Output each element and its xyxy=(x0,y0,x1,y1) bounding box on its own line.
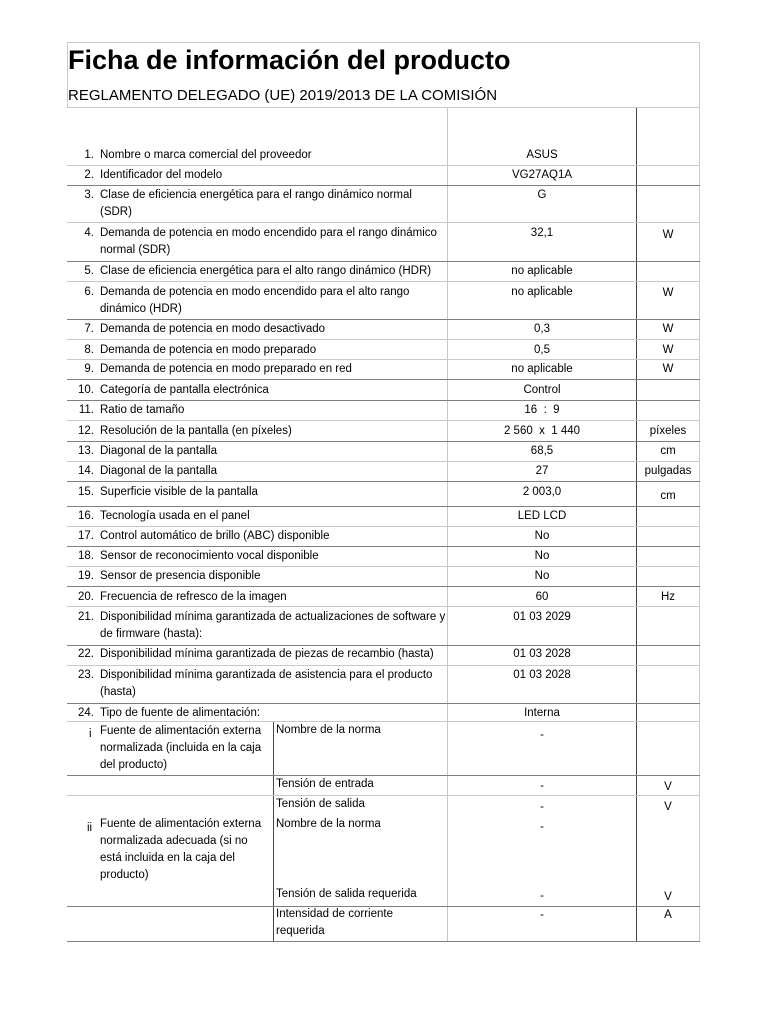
row-unit: W xyxy=(662,344,674,356)
row-label: Demanda de potencia en modo preparado en red xyxy=(100,363,352,375)
row-value: no aplicable xyxy=(511,286,573,298)
row-number: 20. xyxy=(78,591,94,603)
row-value: ASUS xyxy=(526,149,558,161)
row-label: Demanda de potencia en modo desactivado xyxy=(100,323,326,335)
supply-i-output-voltage-unit: V xyxy=(664,801,672,813)
sub-label-column-divider xyxy=(273,722,274,942)
supply-i-marker: i xyxy=(89,728,92,740)
row-divider xyxy=(67,795,700,796)
row-value: no aplicable xyxy=(511,363,573,375)
row-value: 60 xyxy=(535,591,549,603)
row-divider xyxy=(67,566,700,567)
row-value: No xyxy=(534,530,550,542)
row-number: 12. xyxy=(78,425,94,437)
row-number: 3. xyxy=(84,189,94,201)
row-number: 24. xyxy=(78,707,94,719)
row-value: 01 03 2028 xyxy=(513,648,571,660)
row-divider xyxy=(67,546,700,547)
row-value: 0,3 xyxy=(534,323,550,335)
row-divider xyxy=(67,645,700,646)
row-label: Diagonal de la pantalla xyxy=(100,465,218,477)
row-number: 11. xyxy=(78,404,94,416)
row-label: Control automático de brillo (ABC) disponible xyxy=(100,530,330,542)
row-divider xyxy=(67,281,700,282)
row-value: 01 03 2029 xyxy=(513,611,571,623)
row-value: No xyxy=(534,550,550,562)
supply-ii-description: Fuente de alimentación externa normalizada adecuada (si no está incluida en la caja del producto) xyxy=(100,818,262,881)
row-value: 0,5 xyxy=(534,344,550,356)
row-number: 5. xyxy=(84,265,94,277)
row-number: 21. xyxy=(78,611,94,623)
row-number: 13. xyxy=(78,445,94,457)
row-value: 2 003,0 xyxy=(522,486,562,498)
row-number: 15. xyxy=(78,486,94,498)
row-divider xyxy=(67,261,700,262)
row-label: Sensor de presencia disponible xyxy=(100,570,261,582)
row-label: Tecnología usada en el panel xyxy=(100,510,250,522)
row-divider xyxy=(67,359,700,360)
row-label: Diagonal de la pantalla xyxy=(100,445,218,457)
row-value: VG27AQ1A xyxy=(511,169,573,181)
row-number: 16. xyxy=(78,510,94,522)
supply-ii-required-current-value: - xyxy=(540,909,544,921)
row-label: Frecuencia de refresco de la imagen xyxy=(100,591,287,603)
row-divider xyxy=(67,586,700,587)
supply-i-standard-value: - xyxy=(540,729,544,741)
row-unit: pulgadas xyxy=(644,465,692,477)
row-number: 8. xyxy=(84,344,94,356)
row-number: 1. xyxy=(84,149,94,161)
row-divider xyxy=(67,441,700,442)
row-label: Nombre o marca comercial del proveedor xyxy=(100,149,312,161)
row-divider xyxy=(67,339,700,340)
row-divider xyxy=(67,481,700,482)
supply-i-output-voltage-label: Tensión de salida xyxy=(276,798,365,810)
row-label: Disponibilidad mínima garantizada de asistencia para el producto (hasta) xyxy=(100,669,433,698)
row-label: Disponibilidad mínima garantizada de actualizaciones de software y de firmware (hasta): xyxy=(100,611,446,640)
row-value: no aplicable xyxy=(511,265,573,277)
row-unit: W xyxy=(662,323,674,335)
row-number: 2. xyxy=(84,169,94,181)
supply-i-input-voltage-value: - xyxy=(540,780,544,792)
row-value: G xyxy=(537,189,547,201)
row-value: 01 03 2028 xyxy=(513,669,571,681)
row-number: 23. xyxy=(78,669,94,681)
page-title: Ficha de información del producto xyxy=(68,45,511,75)
row-value: Interna xyxy=(524,707,560,719)
row-label: Identificador del modelo xyxy=(100,169,223,181)
row-divider xyxy=(67,775,700,776)
supply-ii-marker: ii xyxy=(87,822,93,834)
row-unit: Hz xyxy=(660,591,676,603)
row-value: LED LCD xyxy=(517,510,567,522)
row-unit: cm xyxy=(660,490,676,502)
row-divider xyxy=(67,185,700,186)
row-label: Tipo de fuente de alimentación: xyxy=(100,707,261,719)
row-label: Resolución de la pantalla (en píxeles) xyxy=(100,425,292,437)
row-label: Demanda de potencia en modo encendido para el rango dinámico normal (SDR) xyxy=(100,227,437,256)
row-label: Clase de eficiencia energética para el alto rango dinámico (HDR) xyxy=(100,265,432,277)
row-unit: píxeles xyxy=(649,425,687,437)
row-value: 2 560 x 1 440 xyxy=(503,425,581,437)
row-number: 10. xyxy=(78,384,94,396)
row-unit: cm xyxy=(660,445,676,457)
row-label: Categoría de pantalla electrónica xyxy=(100,384,269,396)
table-bottom-border xyxy=(67,941,700,942)
supply-i-output-voltage-value: - xyxy=(540,801,544,813)
row-divider xyxy=(67,400,700,401)
row-label: Clase de eficiencia energética para el rango dinámico normal (SDR) xyxy=(100,189,412,218)
supply-i-input-voltage-unit: V xyxy=(664,781,672,793)
row-divider xyxy=(67,319,700,320)
supply-i-description: Fuente de alimentación externa normalizada (incluida en la caja del producto) xyxy=(100,725,262,771)
row-number: 17. xyxy=(78,530,94,542)
supply-ii-required-voltage-value: - xyxy=(540,890,544,902)
row-unit: W xyxy=(662,229,674,241)
row-number: 19. xyxy=(78,570,94,582)
row-number: 14. xyxy=(78,465,94,477)
row-unit: W xyxy=(662,287,674,299)
row-value: 16 : 9 xyxy=(524,404,560,416)
table-right-border xyxy=(699,42,700,942)
supply-ii-required-voltage-label: Tensión de salida requerida xyxy=(276,888,417,900)
row-label: Sensor de reconocimiento vocal disponible xyxy=(100,550,319,562)
supply-ii-required-voltage-unit: V xyxy=(664,891,672,903)
row-value: No xyxy=(534,570,550,582)
row-divider xyxy=(67,461,700,462)
row-number: 4. xyxy=(84,227,94,239)
row-divider xyxy=(67,665,700,666)
row-divider xyxy=(67,222,700,223)
row-divider xyxy=(67,721,700,722)
header-bottom-border xyxy=(67,107,700,108)
supply-ii-standard-label: Nombre de la norma xyxy=(276,818,381,830)
supply-ii-standard-value: - xyxy=(540,821,544,833)
row-divider xyxy=(67,526,700,527)
row-divider xyxy=(67,379,700,380)
row-number: 6. xyxy=(84,286,94,298)
row-label: Disponibilidad mínima garantizada de piezas de recambio (hasta) xyxy=(100,648,434,660)
row-value: 32,1 xyxy=(530,227,554,239)
row-value: 27 xyxy=(535,465,549,477)
row-number: 7. xyxy=(84,323,94,335)
row-label: Ratio de tamaño xyxy=(100,404,185,416)
page-subtitle: REGLAMENTO DELEGADO (UE) 2019/2013 DE LA COMISIÓN xyxy=(68,87,498,104)
supply-ii-required-current-unit: A xyxy=(664,909,672,921)
supply-ii-required-current-label: Intensidad de corriente requerida xyxy=(276,908,393,937)
row-label: Superficie visible de la pantalla xyxy=(100,486,258,498)
row-label: Demanda de potencia en modo preparado xyxy=(100,344,317,356)
row-divider xyxy=(67,606,700,607)
row-unit: W xyxy=(662,363,674,375)
row-divider xyxy=(67,703,700,704)
row-number: 22. xyxy=(78,648,94,660)
row-divider xyxy=(67,165,700,166)
row-number: 9. xyxy=(84,363,94,375)
row-label: Demanda de potencia en modo encendido para el alto rango dinámico (HDR) xyxy=(100,286,410,315)
row-divider xyxy=(67,420,700,421)
row-number: 18. xyxy=(78,550,94,562)
row-value: 68,5 xyxy=(530,445,554,457)
row-divider xyxy=(67,506,700,507)
supply-i-input-voltage-label: Tensión de entrada xyxy=(276,778,374,790)
supply-i-standard-label: Nombre de la norma xyxy=(276,724,381,736)
row-value: Control xyxy=(523,384,561,396)
